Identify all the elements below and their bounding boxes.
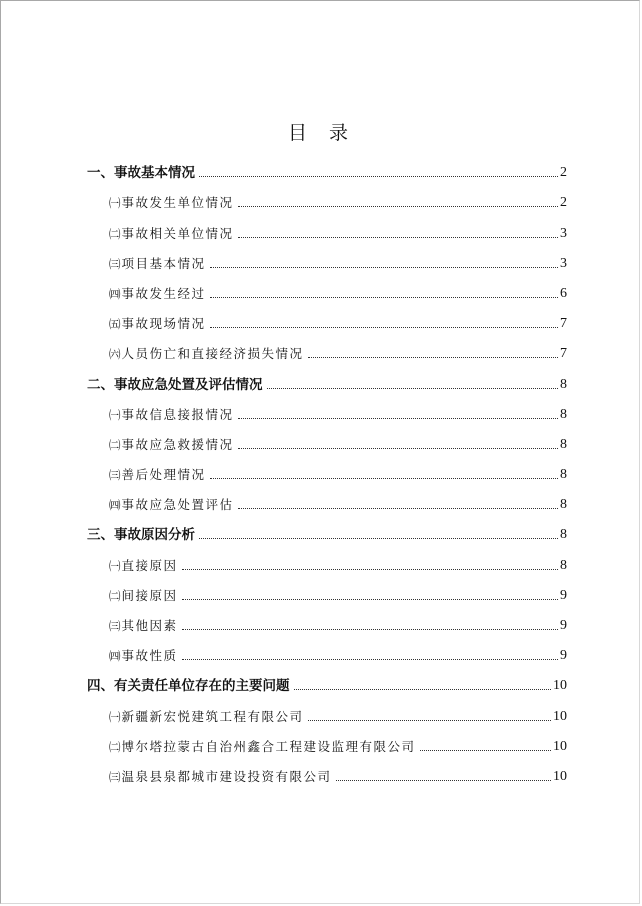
toc-entry-text: 三、事故原因分析 [87,527,195,544]
toc-dot-leader [210,266,558,268]
toc-entry-label [109,254,208,274]
toc-subsection-entry[interactable] [87,334,567,364]
toc-dot-leader [238,417,558,419]
toc-entry-text: 项目基本情况 [121,255,206,271]
toc-dot-leader [308,719,551,721]
toc-entry-number: ㈠ [109,558,121,573]
toc-entry-text: 新疆新宏悦建筑工程有限公司 [121,708,304,724]
toc-entry-label [109,224,236,244]
page-title: 目 录 [287,122,357,144]
toc-section-entry[interactable] [87,666,567,696]
toc-entry-number: ㈤ [109,317,121,332]
toc-entry-number: ㈠ [109,709,121,724]
toc-page-number: 8 [560,557,567,573]
toc-entry-number: ㈢ [109,769,121,784]
toc-page-number: 8 [560,527,567,543]
toc-entry-text: 直接原因 [121,557,178,573]
toc-page-number: 8 [560,406,567,422]
toc-dot-leader [182,568,558,570]
toc-entry-text: 人员伤亡和直接经济损失情况 [121,346,304,362]
toc-dot-leader [308,356,558,358]
toc-entry-number: ㈡ [109,739,121,754]
toc-dot-leader [238,507,558,509]
toc-page-number: 2 [560,195,567,211]
toc-entry-text: 温泉县泉都城市建设投资有限公司 [121,768,332,784]
toc-entry-text: 一、事故基本情况 [87,165,195,182]
toc-section-entry[interactable] [87,515,567,545]
toc-entry-text: 事故发生单位情况 [121,195,234,211]
toc-entry-label [87,375,265,395]
toc-page-number: 8 [560,376,567,392]
toc-dot-leader [238,447,558,449]
toc-dot-leader [199,537,558,539]
toc-entry-number: ㈣ [109,649,121,664]
toc-dot-leader [420,749,551,751]
toc-dot-leader [210,326,558,328]
toc-entry-number: ㈣ [109,498,121,513]
toc-page-number: 9 [560,587,567,603]
toc-entry-number: ㈡ [109,588,121,603]
toc-subsection-entry[interactable] [87,304,567,334]
toc-entry-label [109,556,180,576]
toc-entry-number: ㈢ [109,468,121,483]
toc-dot-leader [267,387,559,389]
toc-subsection-entry[interactable] [87,425,567,455]
toc-page-number: 3 [560,225,567,241]
toc-dot-leader [294,688,552,690]
toc-entry-number: ㈥ [109,347,121,362]
toc-subsection-entry[interactable] [87,244,567,274]
toc-entry-label [109,284,208,304]
toc-entry-label [109,314,208,334]
toc-dot-leader [238,205,558,207]
toc-page-number: 7 [560,346,567,362]
toc-page-number: 10 [553,708,567,724]
toc-dot-leader [199,175,558,177]
toc-entry-label [109,344,306,364]
toc-entry-text: 二、事故应急处置及评估情况 [87,376,263,393]
toc-entry-number: ㈡ [109,437,121,452]
toc-entry-number: ㈣ [109,286,121,301]
toc-subsection-entry[interactable] [87,576,567,606]
toc-page-number: 8 [560,467,567,483]
toc-entry-text: 间接原因 [121,587,178,603]
toc-subsection-entry[interactable] [87,183,567,213]
toc-page-number: 2 [560,165,567,181]
toc-subsection-entry[interactable] [87,696,567,726]
toc-subsection-entry[interactable] [87,727,567,757]
toc-subsection-entry[interactable] [87,213,567,243]
toc-dot-leader [336,779,551,781]
toc-page-number: 10 [553,678,567,694]
toc-page-number: 10 [553,738,567,754]
toc-entry-label [109,616,180,636]
toc-page-number: 9 [560,618,567,633]
toc-subsection-entry[interactable] [87,636,567,666]
toc-entry-text: 事故性质 [121,648,178,664]
toc-entry-number: ㈡ [109,226,121,241]
toc-subsection-entry[interactable] [87,485,567,515]
toc-entry-label [109,435,236,455]
table-of-contents [87,153,567,787]
toc-entry-text: 善后处理情况 [121,467,206,483]
toc-entry-label [109,646,180,666]
toc-entry-number: ㈢ [109,619,121,633]
toc-dot-leader [238,236,558,238]
toc-entry-text: 事故相关单位情况 [121,225,234,241]
toc-page-number: 7 [560,316,567,332]
toc-page-number: 8 [560,436,567,452]
toc-entry-label [109,465,208,485]
toc-subsection-entry[interactable] [87,757,567,787]
toc-entry-label [87,676,292,696]
toc-entry-label [109,707,306,727]
toc-page-number: 3 [560,255,567,271]
toc-subsection-entry[interactable] [87,606,567,636]
toc-entry-label [109,405,236,425]
toc-dot-leader [182,598,558,600]
toc-dot-leader [210,296,558,298]
toc-subsection-entry[interactable] [87,545,567,575]
toc-entry-number: ㈠ [109,407,121,422]
toc-entry-label [87,525,197,545]
toc-subsection-entry[interactable] [87,455,567,485]
toc-entry-label [109,767,334,787]
toc-dot-leader [182,658,558,660]
toc-entry-label [109,586,180,606]
toc-entry-text: 事故发生经过 [121,285,206,301]
toc-subsection-entry[interactable] [87,274,567,304]
toc-subsection-entry[interactable] [87,395,567,425]
toc-section-entry[interactable] [87,364,567,394]
toc-page-number: 8 [560,497,567,513]
toc-entry-label [87,163,197,183]
toc-entry-text: 其他因素 [121,618,178,633]
toc-entry-text: 四、有关责任单位存在的主要问题 [87,678,290,695]
toc-entry-number: ㈢ [109,256,121,271]
toc-dot-leader [182,628,558,630]
toc-entry-text: 事故应急处置评估 [121,497,234,513]
toc-page-number: 9 [560,648,567,664]
toc-dot-leader [210,477,558,479]
toc-entry-text: 博尔塔拉蒙古自治州鑫合工程建设监理有限公司 [121,738,416,754]
toc-entry-label [109,737,418,757]
toc-entry-text: 事故应急救援情况 [121,436,234,452]
toc-section-entry[interactable] [87,153,567,183]
toc-entry-text: 事故现场情况 [121,316,206,332]
toc-entry-number: ㈠ [109,196,121,211]
toc-page-number: 6 [560,285,567,301]
toc-entry-label [109,495,236,515]
toc-page-number: 10 [553,768,567,784]
toc-entry-label [109,193,236,213]
toc-entry-text: 事故信息接报情况 [121,406,234,422]
